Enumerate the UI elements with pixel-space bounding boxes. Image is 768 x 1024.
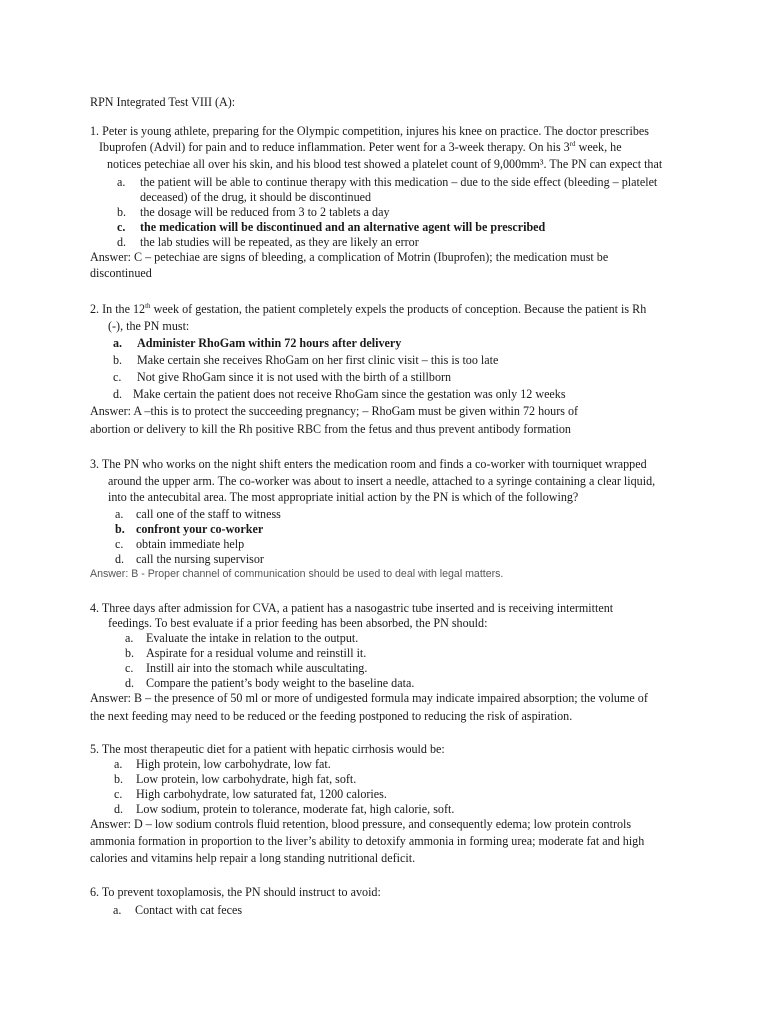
question-1-stem-line-2: Ibuprofen (Advil) for pain and to reduce inflammation. Peter went for a 3-week therapy. On his 3rd week, he [99, 139, 622, 154]
option-d-label: d. [115, 552, 125, 566]
question-5-option-b: Low protein, low carbohydrate, high fat, soft. [136, 772, 357, 786]
question-4-answer: Answer: B – the presence of 50 ml or more of undigested formula may indicate impaired absorption; the volume of [90, 691, 648, 705]
question-3-stem-line-1: 3. The PN who works on the night shift enters the medication room and finds a co-worker with tourniquet wrapped [90, 457, 647, 471]
question-3-stem-line-2: around the upper arm. The co-worker was about to insert a needle, attached to a syringe containing a clear liquid, [108, 474, 656, 488]
question-4-stem-line-2: feedings. To best evaluate if a prior feeding has been absorbed, the PN should: [108, 616, 488, 630]
option-a-label: a. [114, 757, 123, 771]
question-1-option-a: the patient will be able to continue therapy with this medication – due to the side effect (bleeding – platelet [140, 175, 658, 189]
question-2-option-c: Not give RhoGam since it is not used with the birth of a stillborn [137, 370, 452, 384]
option-c-label: c. [113, 370, 122, 384]
option-b-label: b. [125, 646, 135, 660]
question-5-option-c: High carbohydrate, low saturated fat, 1200 calories. [136, 787, 387, 801]
option-c-label: c. [125, 661, 134, 675]
option-a-label: a. [125, 631, 134, 645]
question-1-option-a-cont: deceased) of the drug, it should be discontinued [140, 190, 372, 204]
question-5-answer: Answer: D – low sodium controls fluid retention, blood pressure, and consequently edema; low protein controls [90, 817, 632, 831]
question-1-answer: Answer: C – petechiae are signs of bleeding, a complication of Motrin (Ibuprofen); the medication must be [90, 250, 609, 264]
question-4-option-d: Compare the patient’s body weight to the baseline data. [146, 676, 415, 690]
option-a-label: a. [115, 507, 124, 521]
question-3-option-a: call one of the staff to witness [136, 507, 281, 521]
question-4-option-c: Instill air into the stomach while auscultating. [146, 661, 368, 675]
option-d-label: d. [125, 676, 135, 690]
option-c-label: c. [117, 220, 126, 234]
question-3-option-b-correct: confront your co-worker [136, 522, 264, 536]
option-c-label: c. [115, 537, 124, 551]
question-2-option-d: Make certain the patient does not receive RhoGam since the gestation was only 12 weeks [133, 387, 566, 401]
question-1-stem-line-1: 1. Peter is young athlete, preparing for the Olympic competition, injures his knee on practice. The doctor prescribes [90, 124, 649, 138]
option-a-label: a. [117, 175, 126, 189]
option-a-label: a. [113, 903, 122, 917]
question-2-answer-cont: abortion or delivery to kill the Rh positive RBC from the fetus and thus prevent antibody formation [90, 422, 571, 436]
question-1-option-b: the dosage will be reduced from 3 to 2 tablets a day [140, 205, 390, 219]
question-1-option-c-correct: the medication will be discontinued and an alternative agent will be prescribed [140, 220, 546, 234]
question-2-answer: Answer: A –this is to protect the succeeding pregnancy; – RhoGam must be given within 72 hours of [90, 404, 579, 418]
option-d-label: d. [114, 802, 124, 816]
document-title: RPN Integrated Test VIII (A): [90, 95, 236, 109]
question-6-option-a: Contact with cat feces [135, 903, 243, 917]
question-5-answer-cont-1: ammonia formation in proportion to the liver’s ability to detoxify ammonia in forming urea; moderate fat and high [90, 834, 645, 848]
question-3-option-d: call the nursing supervisor [136, 552, 264, 566]
option-b-label: b. [113, 353, 123, 367]
option-b-label: b. [117, 205, 127, 219]
question-4-option-b: Aspirate for a residual volume and reinstill it. [146, 646, 367, 660]
question-5-stem: 5. The most therapeutic diet for a patient with hepatic cirrhosis would be: [90, 742, 445, 756]
question-1-answer-cont: discontinued [90, 266, 152, 280]
option-b-label: b. [115, 522, 125, 536]
question-1-option-d: the lab studies will be repeated, as they are likely an error [140, 235, 419, 249]
question-5-answer-cont-2: calories and vitamins help repair a long standing nutritional deficit. [90, 851, 416, 865]
question-1-stem-line-3: notices petechiae all over his skin, and his blood test showed a platelet count of 9,000mm³. The PN can expect that [107, 157, 663, 171]
question-6-stem: 6. To prevent toxoplamosis, the PN should instruct to avoid: [90, 885, 381, 899]
option-b-label: b. [114, 772, 124, 786]
question-4-option-a: Evaluate the intake in relation to the output. [146, 631, 359, 645]
question-4-answer-cont: the next feeding may need to be reduced or the feeding postponed to reducing the risk of aspiration. [90, 709, 573, 723]
question-3-stem-line-3: into the antecubital area. The most appropriate initial action by the PN is which of the following? [108, 490, 579, 504]
question-2-stem-line-1: 2. In the 12th week of gestation, the patient completely expels the products of conception. Because the patient is Rh [90, 301, 647, 316]
question-2-stem-line-2: (-), the PN must: [108, 319, 190, 333]
question-2-option-a-correct: Administer RhoGam within 72 hours after delivery [137, 336, 402, 350]
question-3-answer: Answer: B - Proper channel of communication should be used to deal with legal matters. [90, 568, 504, 580]
option-c-label: c. [114, 787, 123, 801]
option-d-label: d. [113, 387, 123, 401]
question-5-option-d: Low sodium, protein to tolerance, moderate fat, high calorie, soft. [136, 802, 455, 816]
option-a-label: a. [113, 336, 123, 350]
question-5-option-a: High protein, low carbohydrate, low fat. [136, 757, 331, 771]
question-2-option-b: Make certain she receives RhoGam on her first clinic visit – this is too late [137, 353, 499, 367]
question-4-stem-line-1: 4. Three days after admission for CVA, a patient has a nasogastric tube inserted and is receiving intermittent [90, 601, 614, 615]
question-3-option-c: obtain immediate help [136, 537, 245, 551]
option-d-label: d. [117, 235, 127, 249]
